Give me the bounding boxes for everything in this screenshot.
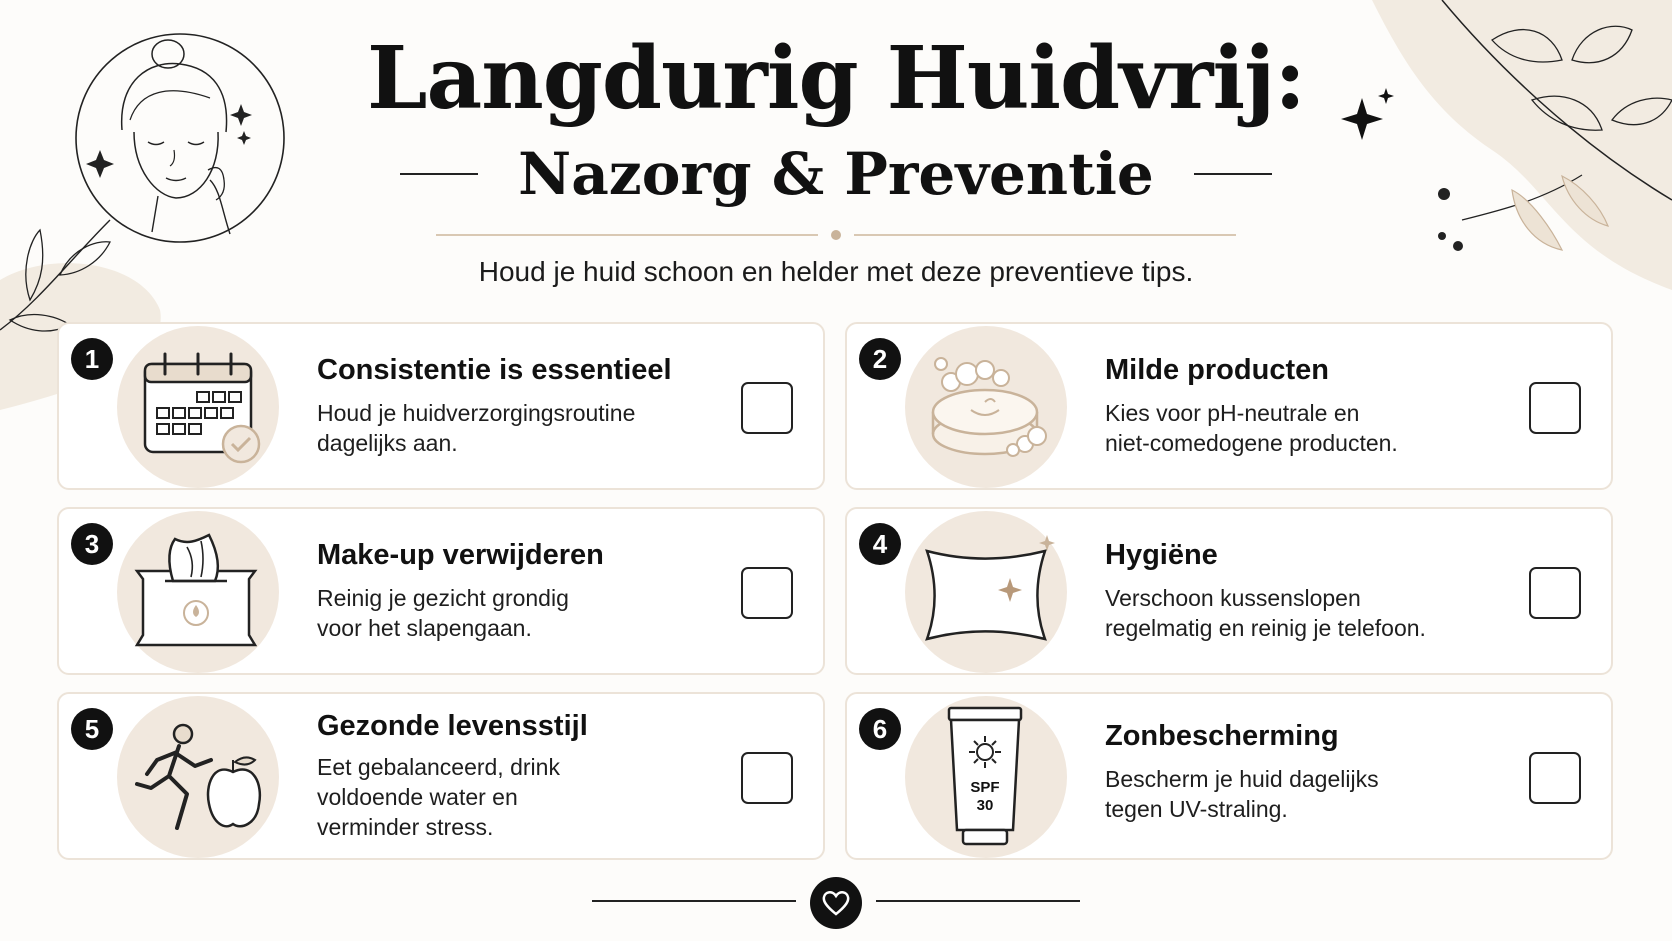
tip-description: Verschoon kussenslopen regelmatig en reinig je telefoon.	[1105, 585, 1426, 641]
tip-checkbox-2[interactable]	[1529, 382, 1581, 434]
page-title: Langdurig Huidvrij:	[367, 28, 1305, 129]
tip-heading: Zonbescherming	[1105, 720, 1339, 752]
soap-bar-icon	[905, 326, 1067, 488]
intro-text: Houd je huid schoon en helder met deze preventieve tips.	[478, 256, 1194, 287]
tip-checkbox-5[interactable]	[741, 752, 793, 804]
page-subtitle: Nazorg & Preventie	[518, 140, 1154, 208]
tip-heading: Milde producten	[1105, 354, 1329, 386]
sunscreen-tube-icon	[905, 696, 1067, 858]
tip-description: Houd je huidverzorgingsroutine dagelijks aan.	[317, 400, 636, 456]
pillow-icon	[905, 511, 1067, 673]
tip-description: Bescherm je huid dagelijks tegen UV-straling.	[1105, 766, 1379, 822]
tip-heading: Consistentie is essentieel	[317, 354, 672, 386]
tip-card-6	[845, 692, 1613, 860]
tip-card-3	[57, 507, 825, 675]
tip-card-4	[845, 507, 1613, 675]
footer-line-right	[876, 900, 1080, 902]
calendar-check-icon	[117, 326, 279, 488]
tip-checkbox-1[interactable]	[741, 382, 793, 434]
tip-checkbox-6[interactable]	[1529, 752, 1581, 804]
tube-label-30: 30	[976, 797, 994, 814]
tip-number-badge: 4	[859, 523, 901, 565]
subtitle-dash-right	[1194, 173, 1272, 175]
subtitle-dash-left	[400, 173, 478, 175]
tip-description: Reinig je gezicht grondig voor het slapengaan.	[317, 585, 569, 641]
tip-checkbox-4[interactable]	[1529, 567, 1581, 619]
footer-line-left	[592, 900, 796, 902]
tube-label-spf: SPF	[970, 779, 1000, 796]
tip-checkbox-3[interactable]	[741, 567, 793, 619]
tip-card-2	[845, 322, 1613, 490]
tip-number-badge: 6	[859, 708, 901, 750]
tip-number-badge: 1	[71, 338, 113, 380]
tip-heading: Gezonde levensstijl	[317, 710, 588, 742]
tip-card-5	[57, 692, 825, 860]
tip-number-badge: 2	[859, 338, 901, 380]
tip-description: Eet gebalanceerd, drink voldoende water en verminder stress.	[317, 754, 560, 840]
footer-heart-button[interactable]	[810, 877, 862, 929]
runner-apple-icon	[117, 696, 279, 858]
subtitle-row	[0, 140, 1672, 208]
tip-description: Kies voor pH-neutrale en niet-comedogene producten.	[1105, 400, 1398, 456]
wipes-pack-icon	[117, 511, 279, 673]
tip-number-badge: 3	[71, 523, 113, 565]
tip-heading: Make-up verwijderen	[317, 539, 604, 571]
title-divider	[436, 230, 1236, 240]
tip-number-badge: 5	[71, 708, 113, 750]
tip-card-1	[57, 322, 825, 490]
tip-heading: Hygiëne	[1105, 539, 1218, 571]
heart-icon	[822, 890, 850, 916]
